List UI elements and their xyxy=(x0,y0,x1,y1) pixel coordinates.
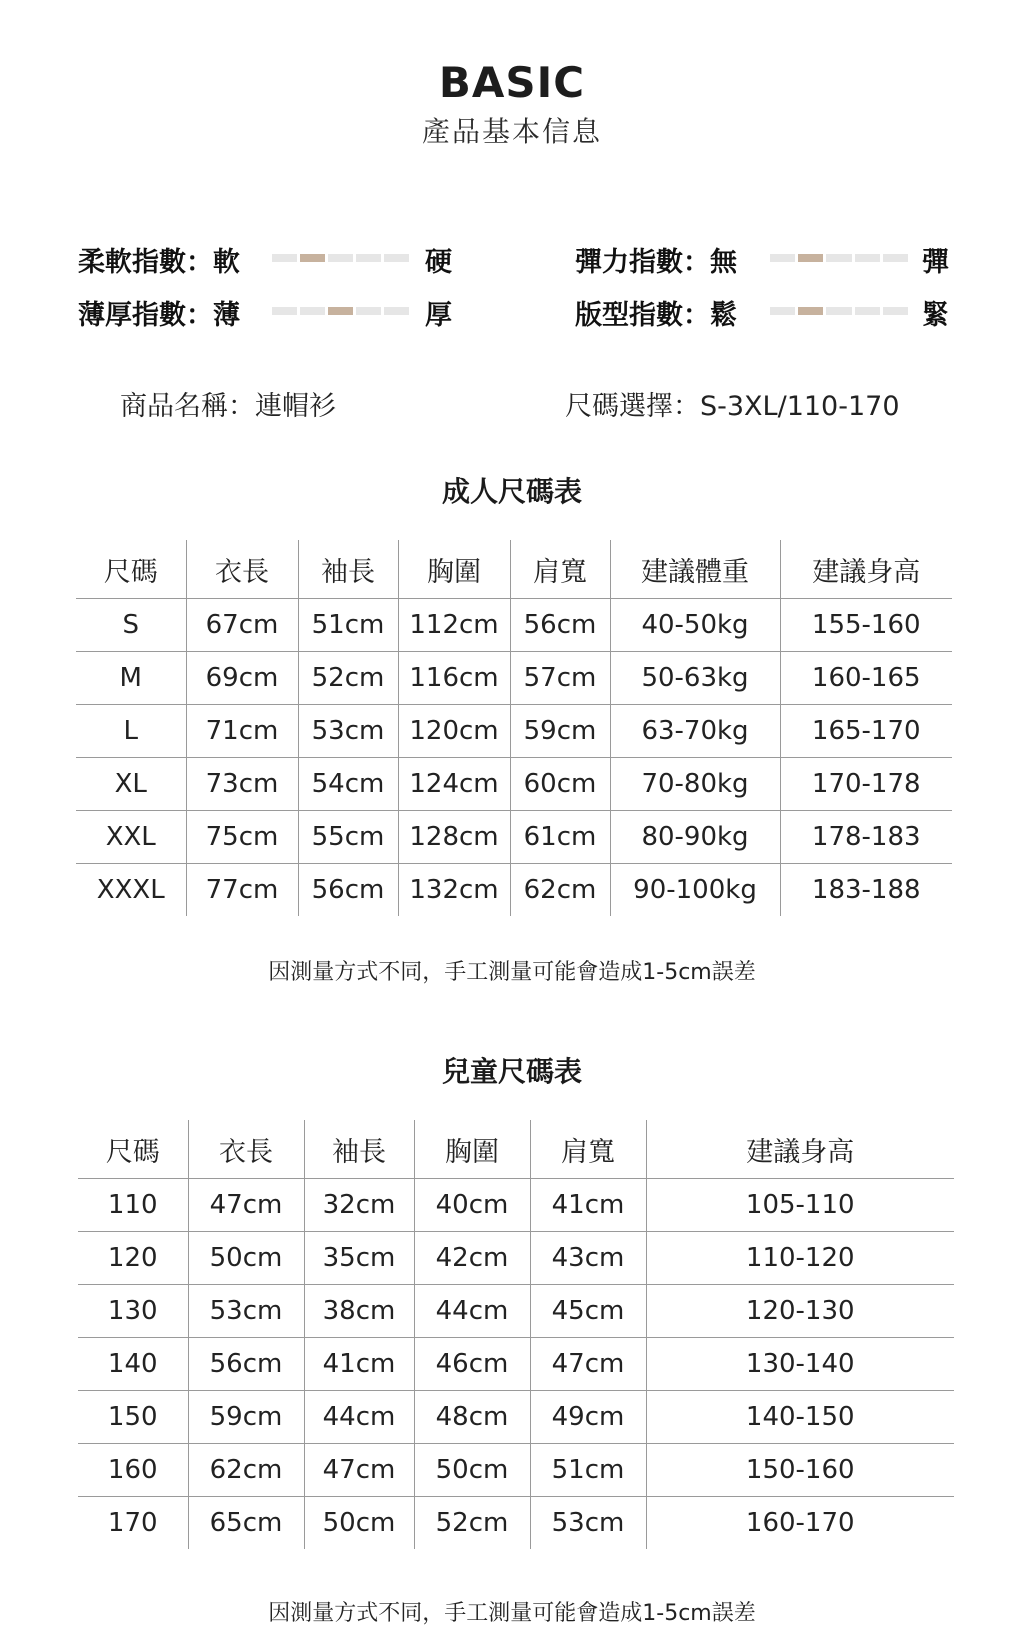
elasticity-end: 彈 xyxy=(922,247,949,278)
scale-segment xyxy=(272,254,297,262)
table-cell: L xyxy=(76,705,186,758)
table-cell: 52cm xyxy=(414,1497,530,1550)
table-cell: 48cm xyxy=(414,1391,530,1444)
table-cell: 43cm xyxy=(530,1232,646,1285)
scale-segment xyxy=(384,254,409,262)
table-cell: 50-63kg xyxy=(610,652,780,705)
kids-size-table xyxy=(78,1120,954,1549)
table-cell: 150 xyxy=(78,1391,188,1444)
table-row xyxy=(76,652,952,705)
table-cell: 49cm xyxy=(530,1391,646,1444)
scale-marker xyxy=(798,254,823,262)
table-cell: 150-160 xyxy=(646,1444,954,1497)
table-cell: 73cm xyxy=(186,758,298,811)
elasticity-bar xyxy=(770,254,908,262)
scale-segment xyxy=(883,307,908,315)
table-cell: 54cm xyxy=(298,758,398,811)
table-cell: 59cm xyxy=(188,1391,304,1444)
kids-table-title: 兒童尺碼表 xyxy=(441,1055,582,1088)
table-cell: 61cm xyxy=(510,811,610,864)
table-cell: 60cm xyxy=(510,758,610,811)
scale-segment xyxy=(272,307,297,315)
scale-segment xyxy=(826,307,851,315)
table-row xyxy=(78,1179,954,1232)
table-cell: XXXL xyxy=(96,875,165,905)
scale-segment xyxy=(826,254,851,262)
table-cell: 120 xyxy=(78,1232,188,1285)
table-cell: XL xyxy=(76,758,186,811)
scale-segment xyxy=(300,307,325,315)
scale-segment xyxy=(328,254,353,262)
table-header-row xyxy=(76,540,952,599)
table-cell: 40-50kg xyxy=(610,599,780,652)
softness-bar xyxy=(272,254,409,262)
table-cell: 132cm xyxy=(398,864,510,917)
table-cell: 110 xyxy=(78,1179,188,1232)
table-cell: 38cm xyxy=(304,1285,414,1338)
scale-segment xyxy=(384,307,409,315)
table-cell: 50cm xyxy=(188,1232,304,1285)
product-name: 商品名稱：連帽衫 xyxy=(120,391,336,422)
thickness-end: 厚 xyxy=(425,300,452,331)
column-header: 肩寬 xyxy=(510,540,610,599)
table-cell: 155-160 xyxy=(780,599,952,652)
table-cell: 56cm xyxy=(188,1338,304,1391)
table-cell: XXL xyxy=(76,811,186,864)
scale-segment xyxy=(883,254,908,262)
table-cell: 50cm xyxy=(304,1497,414,1550)
table-cell: 124cm xyxy=(398,758,510,811)
thickness-label: 薄厚指數：薄 xyxy=(78,300,240,331)
table-cell: M xyxy=(76,652,186,705)
table-cell: 130 xyxy=(78,1285,188,1338)
table-cell: 50cm xyxy=(414,1444,530,1497)
table-cell: 70-80kg xyxy=(610,758,780,811)
fit-end: 緊 xyxy=(922,300,949,331)
table-row xyxy=(78,1391,954,1444)
table-row xyxy=(76,758,952,811)
softness-end: 硬 xyxy=(425,247,452,278)
column-header: 衣長 xyxy=(188,1120,304,1179)
table-cell: 128cm xyxy=(398,811,510,864)
table-cell: 110-120 xyxy=(646,1232,954,1285)
page-subtitle: 產品基本信息 xyxy=(421,115,602,148)
adult-table-title: 成人尺碼表 xyxy=(441,475,582,508)
column-header: 肩寬 xyxy=(530,1120,646,1179)
table-cell: 90-100kg xyxy=(610,864,780,917)
table-row xyxy=(78,1232,954,1285)
scale-segment xyxy=(855,307,880,315)
elasticity-label: 彈力指數：無 xyxy=(575,247,737,278)
table-cell: 53cm xyxy=(298,705,398,758)
table-cell: 77cm xyxy=(186,864,298,917)
scale-marker xyxy=(328,307,353,315)
table-cell: 75cm xyxy=(186,811,298,864)
table-cell: 57cm xyxy=(510,652,610,705)
adult-size-table xyxy=(76,540,952,916)
table-cell: 44cm xyxy=(414,1285,530,1338)
table-cell: 62cm xyxy=(188,1444,304,1497)
table-cell: 44cm xyxy=(304,1391,414,1444)
table-cell: 105-110 xyxy=(646,1179,954,1232)
table-cell: 51cm xyxy=(530,1444,646,1497)
column-header: 胸圍 xyxy=(414,1120,530,1179)
column-header: 建議身高 xyxy=(646,1120,954,1179)
column-header: 尺碼 xyxy=(78,1120,188,1179)
table-cell: 41cm xyxy=(530,1179,646,1232)
scale-segment xyxy=(770,307,795,315)
column-header: 建議體重 xyxy=(610,540,780,599)
table-cell: 116cm xyxy=(398,652,510,705)
table-cell: 183-188 xyxy=(780,864,952,917)
table-cell: 170-178 xyxy=(780,758,952,811)
table-row xyxy=(76,864,952,917)
table-row xyxy=(76,811,952,864)
scale-marker xyxy=(300,254,325,262)
table-cell: 42cm xyxy=(414,1232,530,1285)
table-row xyxy=(78,1444,954,1497)
scale-segment xyxy=(356,307,381,315)
table-cell: 69cm xyxy=(186,652,298,705)
table-cell: 56cm xyxy=(510,599,610,652)
table-cell: 51cm xyxy=(298,599,398,652)
table-cell: S xyxy=(76,599,186,652)
table-cell: 53cm xyxy=(188,1285,304,1338)
table-cell: 160 xyxy=(78,1444,188,1497)
table-row xyxy=(76,599,952,652)
table-cell: 112cm xyxy=(398,599,510,652)
table-cell: 35cm xyxy=(304,1232,414,1285)
table-cell: 32cm xyxy=(304,1179,414,1232)
table-cell: 45cm xyxy=(530,1285,646,1338)
table-cell: 140 xyxy=(78,1338,188,1391)
table-cell: 46cm xyxy=(414,1338,530,1391)
table-row xyxy=(78,1497,954,1550)
table-cell: 140-150 xyxy=(646,1391,954,1444)
table-cell: 170 xyxy=(107,1508,158,1538)
table-cell: 71cm xyxy=(186,705,298,758)
table-cell: 65cm xyxy=(188,1497,304,1550)
fit-bar xyxy=(770,307,908,315)
column-header: 建議身高 xyxy=(780,540,952,599)
table-cell: 80-90kg xyxy=(610,811,780,864)
column-header: 尺碼 xyxy=(76,540,186,599)
table-row xyxy=(78,1285,954,1338)
table-cell: 59cm xyxy=(510,705,610,758)
adult-measure-note: 因測量方式不同，手工測量可能會造成1-5cm誤差 xyxy=(268,960,756,985)
size-range: 尺碼選擇：S-3XL/110-170 xyxy=(565,391,900,422)
table-cell: 47cm xyxy=(304,1444,414,1497)
fit-label: 版型指數：鬆 xyxy=(575,300,737,331)
table-cell: 40cm xyxy=(414,1179,530,1232)
table-cell: 120-130 xyxy=(646,1285,954,1338)
scale-segment xyxy=(770,254,795,262)
table-cell: 120cm xyxy=(398,705,510,758)
kids-measure-note: 因測量方式不同，手工測量可能會造成1-5cm誤差 xyxy=(268,1601,756,1626)
table-cell: 52cm xyxy=(298,652,398,705)
thickness-bar xyxy=(272,307,409,315)
scale-marker xyxy=(798,307,823,315)
table-cell: 130-140 xyxy=(646,1338,954,1391)
table-cell: 47cm xyxy=(530,1338,646,1391)
table-header-row xyxy=(78,1120,954,1179)
table-cell: 165-170 xyxy=(780,705,952,758)
table-cell: 63-70kg xyxy=(610,705,780,758)
table-row xyxy=(76,705,952,758)
table-cell: 55cm xyxy=(298,811,398,864)
table-cell: 160-165 xyxy=(780,652,952,705)
table-cell: 160-170 xyxy=(646,1497,954,1550)
table-cell: 47cm xyxy=(188,1179,304,1232)
column-header: 衣長 xyxy=(186,540,298,599)
table-cell: 62cm xyxy=(510,864,610,917)
softness-label: 柔軟指數：軟 xyxy=(78,247,240,278)
column-header: 胸圍 xyxy=(398,540,510,599)
table-cell: 41cm xyxy=(304,1338,414,1391)
scale-segment xyxy=(356,254,381,262)
page-title: BASIC xyxy=(438,58,586,107)
table-cell: 67cm xyxy=(186,599,298,652)
scale-segment xyxy=(855,254,880,262)
column-header: 袖長 xyxy=(298,540,398,599)
table-row xyxy=(78,1338,954,1391)
table-cell: 53cm xyxy=(530,1497,646,1550)
table-cell: 178-183 xyxy=(780,811,952,864)
table-cell: 56cm xyxy=(298,864,398,917)
column-header: 袖長 xyxy=(304,1120,414,1179)
